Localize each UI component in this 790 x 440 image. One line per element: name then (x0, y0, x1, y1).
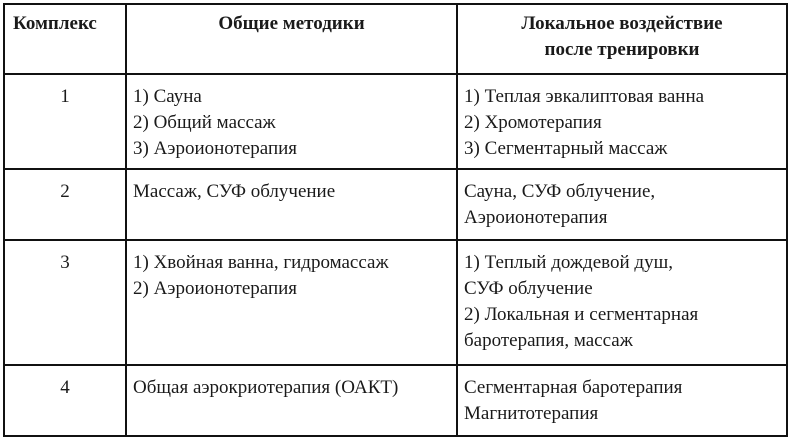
table-row (4, 169, 787, 240)
general-methods-cell (126, 74, 457, 169)
cell-line: Магнитотерапия (464, 403, 599, 424)
cell-line: Аэроионотерапия (464, 207, 608, 228)
complex-number: 4 (4, 365, 126, 436)
complex-number: 1 (4, 74, 126, 169)
cell-line: 3) Сегментарный массаж (464, 138, 668, 159)
local-effect-cell (457, 365, 787, 436)
table-row (4, 365, 787, 436)
cell-line: 3) Аэроионотерапия (133, 138, 298, 159)
therapy-complexes-table (3, 3, 788, 437)
header-general-methods: Общие методики (126, 4, 457, 74)
header-line: после тренировки (544, 39, 700, 60)
cell-line: 2) Аэроионотерапия (133, 278, 298, 299)
cell-line: Массаж, СУФ облучение (133, 181, 336, 202)
cell-line: 1) Сауна (133, 86, 202, 107)
cell-line: 1) Теплый дождевой душ, (464, 252, 673, 273)
cell-line: 1) Хвойная ванна, гидромассаж (133, 252, 389, 273)
cell-line: 1) Теплая эвкалиптовая ванна (464, 86, 705, 107)
table-row (4, 240, 787, 365)
cell-line: 2) Общий массаж (133, 112, 276, 133)
header-row (4, 4, 787, 74)
general-methods-cell (126, 169, 457, 240)
local-effect-cell (457, 74, 787, 169)
cell-line: баротерапия, массаж (464, 330, 633, 351)
complex-number: 2 (4, 169, 126, 240)
general-methods-cell (126, 240, 457, 365)
cell-line: 2) Локальная и сегментарная (464, 304, 699, 325)
cell-line: Сегментарная баротерапия (464, 377, 683, 398)
header-line: Локальное воздействие (521, 13, 723, 34)
cell-line: СУФ облучение (464, 278, 593, 299)
header-local-effect (457, 4, 787, 74)
complex-number: 3 (4, 240, 126, 365)
cell-line: 2) Хромотерапия (464, 112, 602, 133)
local-effect-cell (457, 240, 787, 365)
cell-line: Общая аэрокриотерапия (ОАКТ) (133, 377, 399, 398)
general-methods-cell (126, 365, 457, 436)
local-effect-cell (457, 169, 787, 240)
table-row (4, 74, 787, 169)
header-complex: Комплекс (4, 4, 126, 74)
cell-line: Сауна, СУФ облучение, (464, 181, 656, 202)
